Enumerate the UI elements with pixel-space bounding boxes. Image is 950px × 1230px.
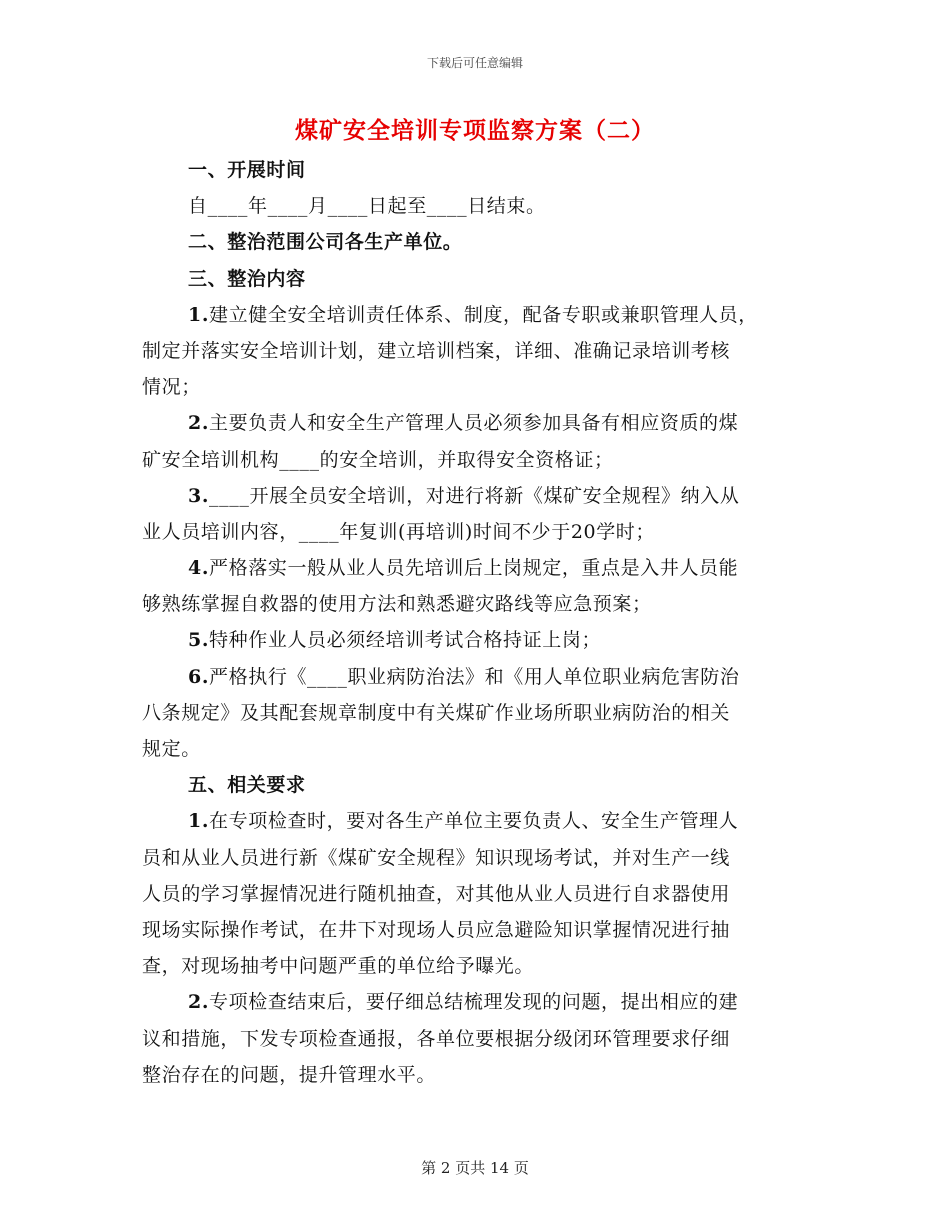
list-item (142, 622, 806, 658)
item-continuation: 八条规定》及其配套规章制度中有关煤矿作业场所职业病防治的相关 (142, 701, 731, 724)
item-continuation: 制定并落实安全培训计划，建立培训档案，详细、准确记录培训考核 (142, 339, 731, 362)
list-item (142, 984, 806, 1020)
item-number: 5. (188, 629, 210, 652)
item-continuation: 情况； (142, 376, 201, 399)
item-text: 专项检查结束后，要仔细总结梳理发现的问题，提出相应的建 (209, 991, 739, 1014)
list-item (142, 803, 806, 839)
item-continuation: 查，对现场抽考中问题严重的单位给予曝光。 (142, 955, 535, 978)
list-item (142, 405, 806, 441)
section-heading-content: 三、整治内容 (188, 267, 306, 290)
item-continuation: 规定。 (142, 738, 201, 760)
document-title: 煤矿安全培训专项监察方案（二） (295, 117, 655, 144)
list-item (142, 550, 806, 586)
item-continuation: 整治存在的问题，提升管理水平。 (142, 1063, 437, 1086)
item-text: 严格执行《____职业病防治法》和《用人单位职业病危害防治 (209, 665, 740, 688)
document-body (142, 152, 806, 1093)
item-text: 严格落实一般从业人员先培训后上岗规定，重点是入井人员能 (209, 557, 739, 580)
section-heading-requirements: 五、相关要求 (188, 774, 306, 797)
item-text: 在专项检查时，要对各生产单位主要负责人、安全生产管理人 (209, 810, 739, 833)
item-text: 特种作业人员必须经培训考试合格持证上岗； (209, 629, 602, 652)
page-number: 第 2 页共 14 页 (421, 1159, 529, 1177)
list-item (142, 659, 806, 695)
item-number: 4. (188, 557, 210, 580)
item-number: 6. (188, 665, 210, 688)
section-heading-scope: 二、整治范围公司各生产单位。 (188, 231, 463, 254)
item-number: 3. (188, 484, 210, 507)
item-continuation: 员和从业人员进行新《煤矿安全规程》知识现场考试，并对生产一线 (142, 846, 731, 869)
item-continuation: 现场实际操作考试，在井下对现场人员应急避险知识掌握情况进行抽 (142, 918, 731, 941)
item-text: ____开展全员安全培训，对进行将新《煤矿安全规程》纳入从 (209, 484, 740, 507)
item-continuation: 议和措施，下发专项检查通报，各单位要根据分级闭环管理要求仔细 (142, 1027, 731, 1050)
list-item (142, 297, 806, 333)
page-header-note: 下载后可任意编辑 (426, 56, 523, 70)
item-number: 2. (188, 412, 210, 435)
item-continuation: 矿安全培训机构____的安全培训，并取得安全资格证； (142, 448, 614, 471)
item-number: 2. (188, 991, 210, 1014)
item-text: 建立健全安全培训责任体系、制度，配备专职或兼职管理人员， (209, 303, 758, 326)
section-heading-schedule: 一、开展时间 (188, 159, 306, 181)
item-number: 1. (188, 303, 210, 326)
list-item (142, 478, 806, 514)
item-continuation: 业人员培训内容，____年复训(再培训)时间不少于20学时； (142, 520, 656, 543)
item-continuation: 够熟练掌握自救器的使用方法和熟悉避灾路线等应急预案； (142, 593, 652, 616)
item-continuation: 人员的学习掌握情况进行随机抽查，对其他从业人员进行自求器使用 (142, 882, 731, 905)
schedule-line: 自____年____月____日起至____日结束。 (188, 195, 546, 218)
item-text: 主要负责人和安全生产管理人员必须参加具备有相应资质的煤 (209, 412, 739, 435)
item-number: 1. (188, 810, 210, 833)
